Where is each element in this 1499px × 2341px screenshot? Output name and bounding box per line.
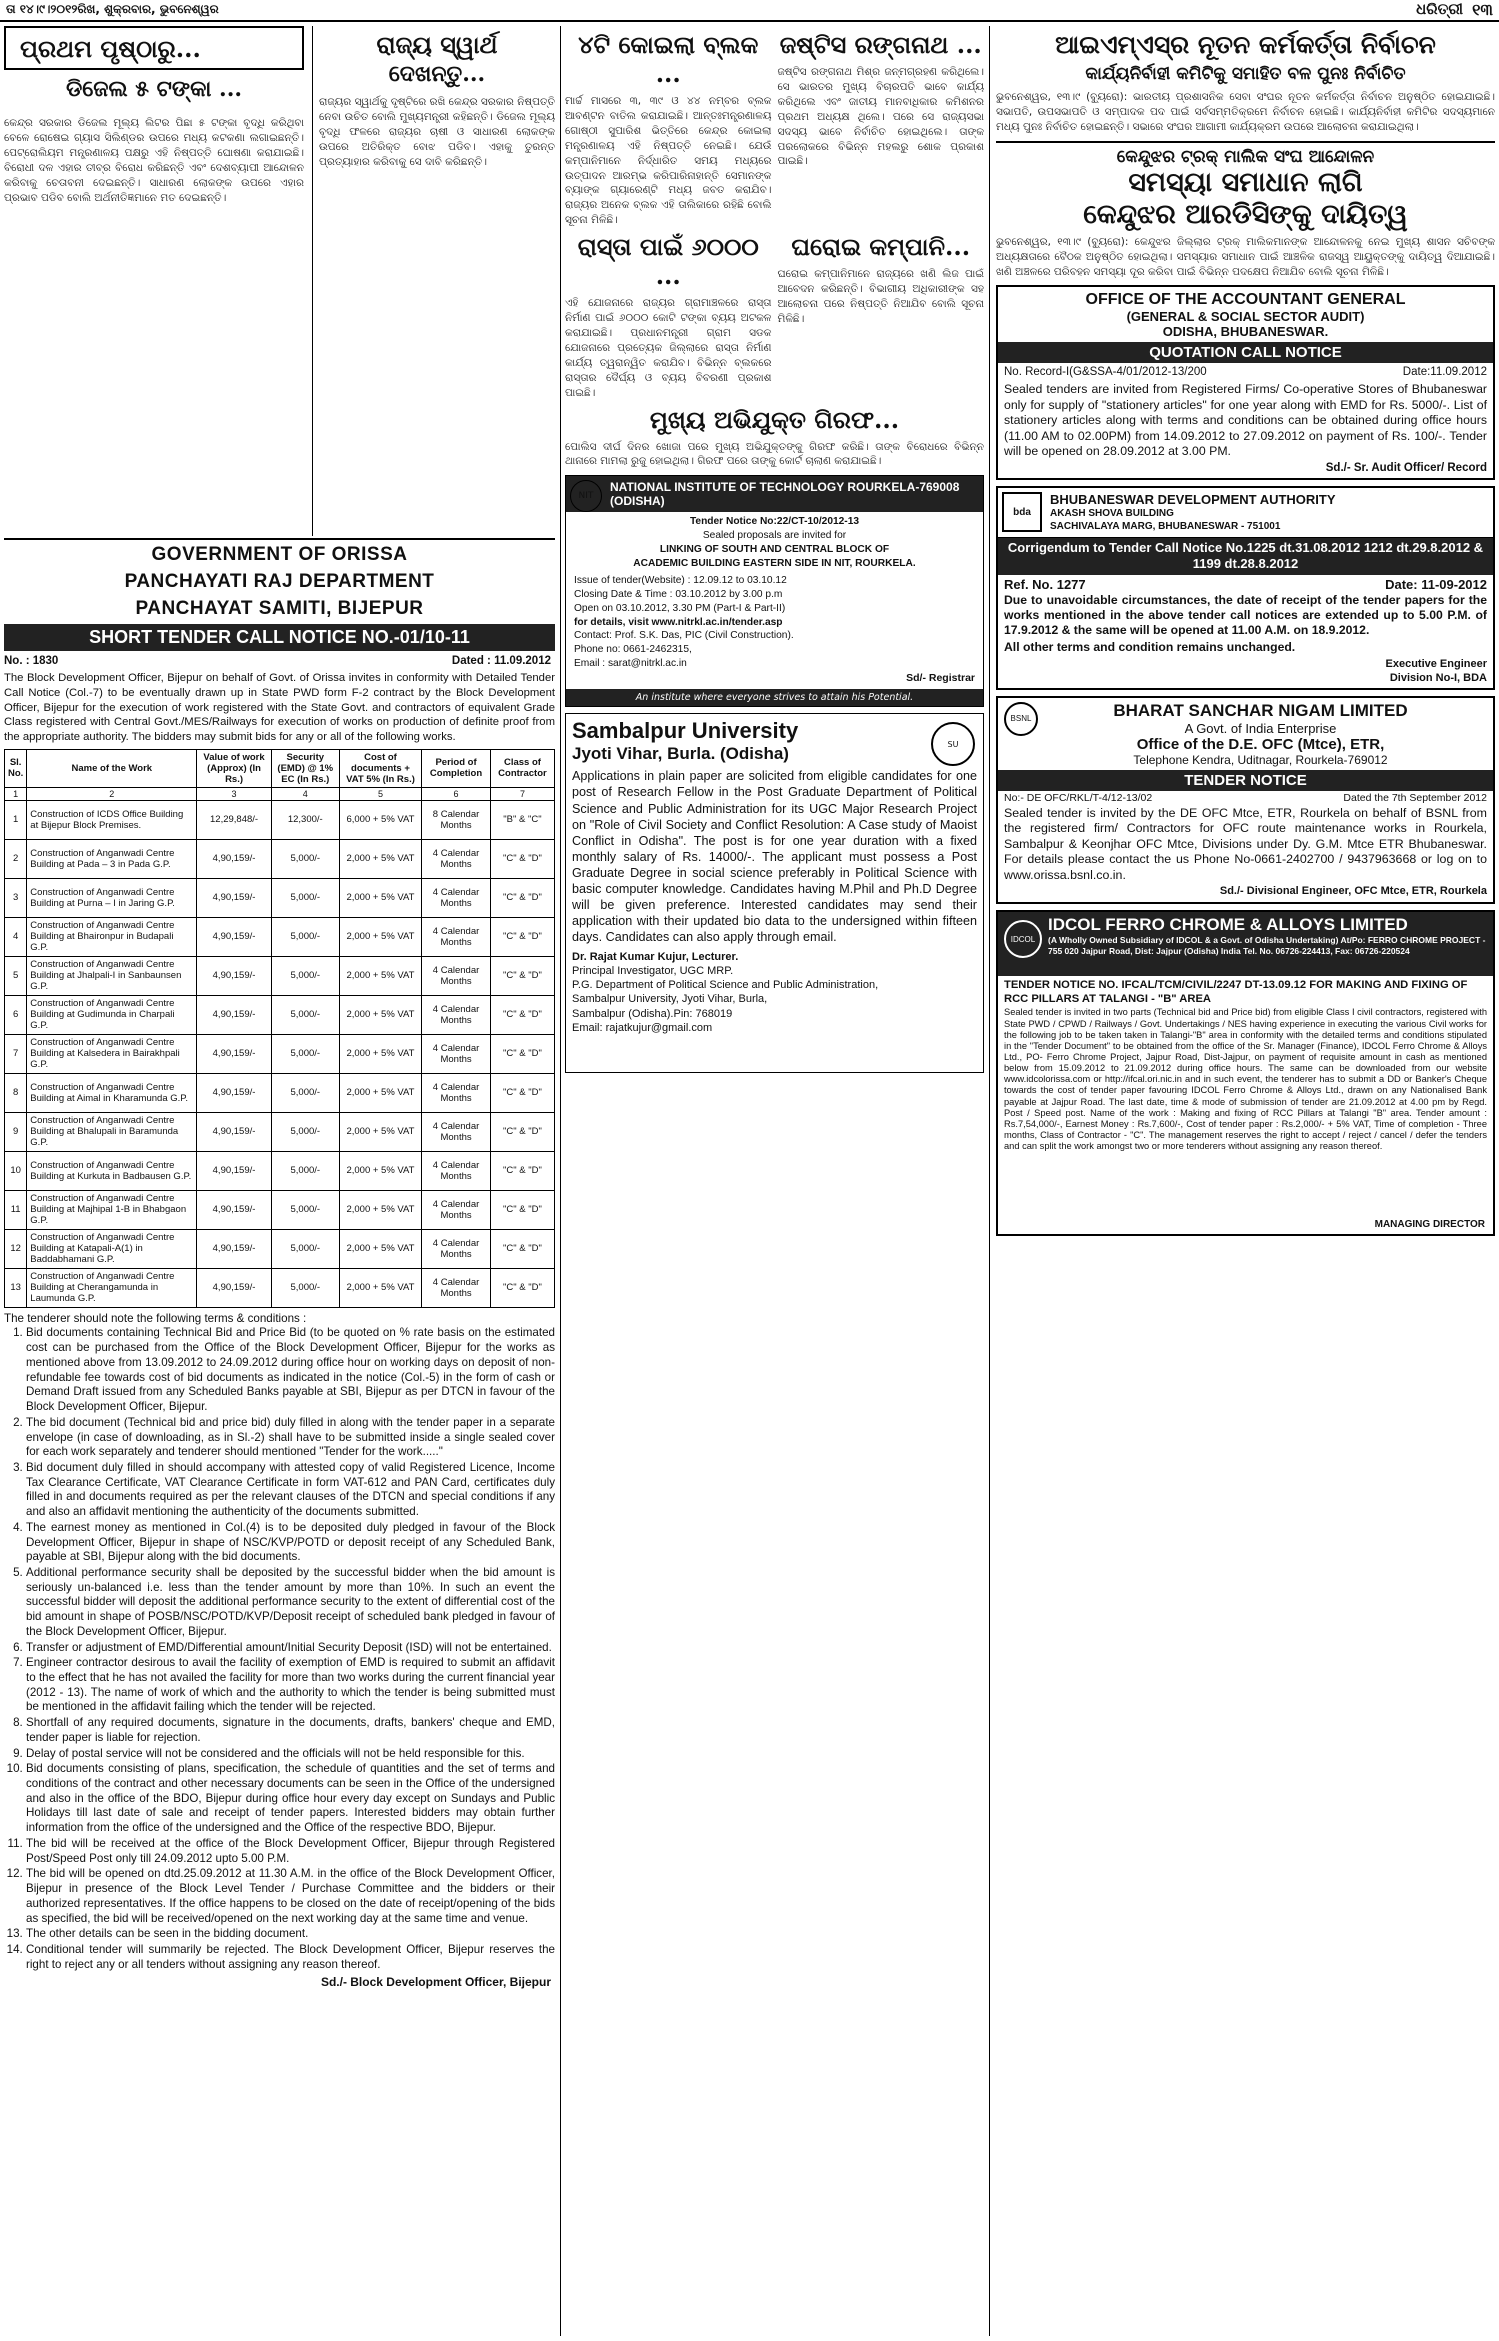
works-cell-period: 4 Calendar Months [422, 1073, 491, 1112]
works-cell-sl: 10 [5, 1151, 27, 1190]
bsnl-date: Dated the 7th September 2012 [1343, 791, 1487, 804]
nit-title: NATIONAL INSTITUTE OF TECHNOLOGY ROURKELA-769008 (ODISHA) [566, 476, 983, 512]
works-cell-cost: 2,000 + 5% VAT [339, 1151, 421, 1190]
works-column-number: 5 [339, 787, 421, 800]
diesel-story [4, 116, 304, 536]
ag-signoff: Sd./- Sr. Audit Officer/ Record [1325, 462, 1487, 475]
bsnl-enterprise: A Govt. of India Enterprise [1184, 720, 1337, 736]
tender-signoff: Sd./- Block Development Officer, Bijepur [320, 1975, 551, 1990]
list-item: 14. Conditional tender will summarily be rejected. The Block Development Officer, Bijepur reserves the right to reject any or all tenders without assigning any reason thereof. [26, 1943, 555, 1972]
sambalpur-sig-pin: Sambalpur (Odisha).Pin: 768019 [572, 1007, 733, 1020]
works-cell-name: Construction of Anganwadi Centre Building at Cherangamunda in Laumunda G.P. [27, 1268, 197, 1307]
works-col-header: Cost of documents + VAT 5% (In Rs.) [339, 749, 421, 787]
pratham-box [4, 26, 304, 70]
nit-notice-no: Tender Notice No:22/CT-10/2012-13 [689, 516, 860, 528]
road-story [565, 228, 772, 400]
tender-dated: Dated : 11.09.2012 [451, 655, 551, 668]
works-cell-period: 4 Calendar Months [422, 1112, 491, 1151]
table-row [5, 1034, 555, 1073]
works-cell-emd: 5,000/- [271, 839, 339, 878]
works-cell-sl: 6 [5, 995, 27, 1034]
sambalpur-body: Applications in plain paper are solicited from eligible candidates for one post of Research Fellow in the Post Graduate Department of Political Science and Public Administration for its UGC Major Research Project on "Role of Civil Society and Conflict Resolution: A Case study of Maoist Conflict in Odisha". The post is for one year duration with a fixed monthly salary of Rs. 14000/-. The applicant must possess a Post Graduate Degree in social science preferably in Political Science with basic computer knowledge. Candidates having M.Phil and Ph.D Degree will be given preference. Interested candidates may send their application with their updated bio data to the undersigned within fifteen days. Candidates can also apply through email. [572, 769, 977, 945]
accountant-general-ad [996, 285, 1495, 480]
list-item: 12. The bid will be opened on dtd.25.09.2012 at 11.30 A.M. in the office of the Block Development Officer, Bijepur in presence of the Block Level Tender / Purchase Committee and the bidders or their authorized representatives. If the office happens to be closed on the date of receipt/opening of the bids as specified, the bid will be received/opened on the next working day at the same time and venue. [26, 1867, 555, 1926]
works-cell-sl: 5 [5, 956, 27, 995]
works-cell-cost: 6,000 + 5% VAT [339, 800, 421, 839]
works-cell-emd: 5,000/- [271, 1034, 339, 1073]
idcol-logo-icon: IDCOL [1004, 920, 1042, 958]
table-row [5, 1112, 555, 1151]
works-cell-period: 4 Calendar Months [422, 1229, 491, 1268]
sambalpur-sig-dept: P.G. Department of Political Science and Public Administration, [572, 979, 879, 992]
works-cell-cost: 2,000 + 5% VAT [339, 995, 421, 1034]
conditions-list [4, 1326, 555, 1972]
works-cell-class: "C" & "D" [490, 1112, 554, 1151]
works-column-number: 6 [422, 787, 491, 800]
nit-closing: Closing Date & Time : 03.10.2012 by 3.00 p.m [574, 589, 783, 601]
tender-gov-line: GOVERNMENT OF ORISSA [151, 544, 408, 565]
works-cell-value: 4,90,159/- [197, 995, 272, 1034]
works-column-number: 2 [27, 787, 197, 800]
nit-email[interactable]: Email : sarat@nitrkl.ac.in [574, 657, 687, 669]
tender-no: No. : 1830 [4, 655, 59, 668]
bsnl-tender-ad [996, 696, 1495, 905]
conditions-intro: The tenderer should note the following terms & conditions : [4, 1311, 307, 1325]
bda-header [998, 488, 1493, 538]
bda-sig-division: Division No-I, BDA [1389, 672, 1487, 685]
ag-title: OFFICE OF THE ACCOUNTANT GENERAL [1085, 291, 1406, 309]
works-col-header: Sl. No. [5, 749, 27, 787]
works-cell-cost: 2,000 + 5% VAT [339, 1268, 421, 1307]
works-cell-period: 4 Calendar Months [422, 1268, 491, 1307]
works-col-header: Value of work (Approx) (In Rs.) [197, 749, 272, 787]
tender-intro: The Block Development Officer, Bijepur on behalf of Govt. of Orissa invites in conformity with Detailed Tender Call Notice (Col.-7) to be eventually drawn up in State PWD form F-2 contract by the Block Development Officer, Bijepur for the execution of work registered with the State Govt. and contractors of equivalent Grade Class registered with Central Govt./MES/Railways for execution of works on production of definite proof from the appropriate authority. The bidders may submit bids for any or all of the following works. [4, 672, 555, 744]
works-cell-value: 4,90,159/- [197, 1112, 272, 1151]
justice-headline: ଜଷ୍ଟିସ ରଙ୍ଗନାଥ ... [779, 30, 982, 59]
works-cell-name: Construction of Anganwadi Centre Building at Bhaironpur in Budapali G.P. [27, 917, 197, 956]
coal-story [565, 26, 772, 228]
column-middle [560, 26, 984, 2336]
works-cell-value: 4,90,159/- [197, 878, 272, 917]
tender-ref-line [4, 655, 555, 671]
justice-body: ଜଷ୍ଟିସ ରଙ୍ଗନାଥ ମିଶ୍ର ଜନ୍ମଗ୍ରହଣ କରିଥିଲେ। ସେ ଭାରତର ମୁଖ୍ୟ ବିଚାରପତି ଭାବେ କାର୍ଯ୍ୟ କରିଥିଲେ ଏବଂ ଜାତୀୟ ମାନବାଧିକାର କମିଶନର ପ୍ରଥମ ଅଧ୍ୟକ୍ଷ ଥିଲେ। ପରେ ସେ ରାଜ୍ୟସଭା ସଦସ୍ୟ ଭାବେ ନିର୍ବାଚିତ ହୋଇଥିଲେ। ତାଙ୍କ ପରଲୋକରେ ବିଭିନ୍ନ ମହଲରୁ ଶୋକ ପ୍ରକାଶ ପାଇଛି। [777, 66, 984, 168]
works-cell-emd: 5,000/- [271, 995, 339, 1034]
works-table-header [5, 749, 555, 787]
works-cell-cost: 2,000 + 5% VAT [339, 1112, 421, 1151]
column-right [989, 26, 1495, 2336]
works-cell-name: Construction of Anganwadi Centre Building at Purna – I in Jaring G.P. [27, 878, 197, 917]
table-row [5, 1268, 555, 1307]
nit-line2: LINKING OF SOUTH AND CENTRAL BLOCK OF [659, 543, 890, 555]
works-col-header: Period of Completion [422, 749, 491, 787]
rajya-headline-2: ଦେଖନ୍ତୁ... [388, 61, 486, 87]
ag-location: ODISHA, BHUBANESWAR. [1162, 324, 1329, 340]
works-cell-sl: 13 [5, 1268, 27, 1307]
works-cell-sl: 11 [5, 1190, 27, 1229]
table-row [5, 917, 555, 956]
works-cell-name: Construction of Anganwadi Centre Building at Majhipal 1-B in Bhabgaon G.P. [27, 1190, 197, 1229]
ghara-body: ଘରୋଇ କମ୍ପାନିମାନେ ରାଜ୍ୟରେ ଖଣି ଲିଜ ପାଇଁ ଆବେଦନ କରିଛନ୍ତି। ବିଭାଗୀୟ ଅଧିକାରୀଙ୍କ ସହ ଆଲୋଚନା ପରେ ନିଷ୍ପତ୍ତି ନିଆଯିବ ବୋଲି ସୂଚନା ମିଳିଛି। [777, 268, 984, 325]
list-item: 9. Delay of postal service will not be considered and the officials will not be held responsible for this. [26, 1747, 555, 1762]
bsnl-ref-line [998, 791, 1493, 806]
accused-body: ପୋଲିସ ଦୀର୍ଘ ଦିନର ଖୋଜା ପରେ ମୁଖ୍ୟ ଅଭିଯୁକ୍ତଙ୍କୁ ଗିରଫ କରିଛି। ତାଙ୍କ ବିରୋଧରେ ବିଭିନ୍ନ ଥାନାରେ ମାମଲା ରୁଜୁ ହୋଇଥିଲା। ଗିରଫ ପରେ ତାଙ୍କୁ କୋର୍ଟ ଚାଲାଣ କରାଯାଇଛି। [565, 440, 984, 468]
ghara-story [778, 228, 985, 400]
works-cell-sl: 2 [5, 839, 27, 878]
works-cell-cost: 2,000 + 5% VAT [339, 839, 421, 878]
works-cell-emd: 12,300/- [271, 800, 339, 839]
works-cell-value: 4,90,159/- [197, 1151, 272, 1190]
nit-open: Open on 03.10.2012, 3.30 PM (Part-I & Part-II) [574, 602, 786, 614]
works-cell-period: 4 Calendar Months [422, 956, 491, 995]
table-row [5, 1151, 555, 1190]
bsnl-ref: No:- DE OFC/RKL/T-4/12-13/02 [1004, 791, 1153, 804]
table-row [5, 956, 555, 995]
road-ghara-row [565, 228, 984, 400]
truck-headline-2: କେନ୍ଦୁଝର ଆରଡିସିଙ୍କୁ ଦାୟିତ୍ୱ [1083, 198, 1408, 230]
works-cell-class: "B" & "C" [490, 800, 554, 839]
diesel-headline: ଡିଜେଲ ୫ ଟଙ୍କା ... [65, 76, 243, 102]
works-column-number: 1 [5, 787, 27, 800]
sambalpur-signature [572, 950, 977, 1036]
coal-body: ମାର୍ଚ୍ଚ ମାସରେ ୩, ୩୯ ଓ ୪୪ ନମ୍ବର ବ୍ଲକ ଆବଣ୍ଟନ ବାତିଲ କରାଯାଇଛି। ଆନ୍ତଃମନ୍ତ୍ରଣାଳୟ ଗୋଷ୍ଠୀ ସୁପାରିଶ ଭିତ୍ତିରେ କେନ୍ଦ୍ର କୋଇଲା ମନ୍ତ୍ରଣାଳୟ ଏହି ନିଷ୍ପତ୍ତି ନେଇଛି। ଯେଉଁ କମ୍ପାନିମାନେ ନିର୍ଦ୍ଧାରିତ ସମୟ ମଧ୍ୟରେ ଉତ୍ପାଦନ ଆରମ୍ଭ କରିପାରିନାହାନ୍ତି ସେମାନଙ୍କ ବ୍ୟାଙ୍କ ଗ୍ୟାରେଣ୍ଟି ମଧ୍ୟ ଜବତ କରାଯିବ। ରାଜ୍ୟର ଅନେକ ବ୍ଲକ ଏହି ତାଲିକାରେ ରହିଛି ବୋଲି ସୂଚନା ମିଳିଛି। [565, 95, 772, 227]
works-cell-sl: 7 [5, 1034, 27, 1073]
nit-contact: Contact: Prof. S.K. Das, PIC (Civil Construction). [574, 630, 794, 642]
idcol-tender-ad [996, 910, 1495, 1236]
works-cell-class: "C" & "D" [490, 1268, 554, 1307]
road-body: ଏହି ଯୋଜନାରେ ରାଜ୍ୟର ଗ୍ରାମାଞ୍ଚଳରେ ରାସ୍ତା ନିର୍ମାଣ ପାଇଁ ୬୦୦୦ କୋଟି ଟଙ୍କା ବ୍ୟୟ ଅଟକଳ କରାଯାଇଛି। ପ୍ରଧାନମନ୍ତ୍ରୀ ଗ୍ରାମ ସଡକ ଯୋଜନାରେ ପ୍ରତ୍ୟେକ ଜିଲ୍ଲାରେ ରାସ୍ତା ନିର୍ମାଣ କାର୍ଯ୍ୟ ତ୍ୱରାନ୍ୱିତ କରାଯିବ। ବିଭିନ୍ନ ବ୍ଲକରେ ରାସ୍ତାର ଦୈର୍ଘ୍ୟ ଓ ବ୍ୟୟ ବିବରଣୀ ପ୍ରକାଶ ପାଇଛି। [565, 297, 772, 399]
truck-kicker: କେନ୍ଦୁଝର ଟ୍ରକ୍ ମାଲିକ ସଂଘ ଆନ୍ଦୋଳନ [996, 141, 1495, 167]
sambalpur-sig-role: Principal Investigator, UGC MRP. [572, 964, 734, 977]
nit-logo-icon: NIT [570, 480, 602, 512]
works-cell-period: 4 Calendar Months [422, 1151, 491, 1190]
works-cell-value: 4,90,159/- [197, 1190, 272, 1229]
list-item: 5. Additional performance security shall be deposited by the successful bidder when the bid amount is seriously un-balanced i.e. less than the tender amount by more than 10%. In such an event the successful bidder will deposit the additional performance security to the extent of differential cost of the bid amount in shape of POSB/NSC/POTD/KVP/Deposit receipt of scheduled bank pledged in favour of the Block Development Officer, Bijepur. [26, 1566, 555, 1640]
works-cell-sl: 1 [5, 800, 27, 839]
works-cell-name: Construction of Anganwadi Centre Building at Bhalupali in Baramunda G.P. [27, 1112, 197, 1151]
bsnl-body: Sealed tender is invited by the DE OFC Mtce, ETR, Rourkela on behalf of BSNL from the registered firm/ Contractors for OFC route maintenance works in Rourkela, Sambalpur & Keonjhar OFC Mtce, Divisions under Dy. G.M. Mtce ETR Bhubaneswar. For details please contact the us Phone No-0661-2402700 / 9437963668 or log on to www.orissa.bsnl.co.in. [1004, 805, 1487, 882]
list-item: 2. The bid document (Technical bid and price bid) duly filled in along with the tender paper in a separate envelope (in case of downloading, as in Sl.-2) shall have to be submitted inside a single sealed cover for each work separately and tenderer should mentioned "Tender for the work....." [26, 1416, 555, 1460]
works-cell-name: Construction of Anganwadi Centre Building at Kurkuta in Badbausen G.P. [27, 1151, 197, 1190]
works-cell-class: "C" & "D" [490, 995, 554, 1034]
works-cell-cost: 2,000 + 5% VAT [339, 956, 421, 995]
works-column-number: 3 [197, 787, 272, 800]
list-item: 10. Bid documents consisting of plans, specification, the schedule of quantities and the set of terms and conditions of the contract and other necessary documents can be seen in the Office of the undersigned and also in the office of the BDO, Bijepur during office hour every day except on Sundays and Public Holidays till last date of sale and receipt of tender papers. Interested bidders may obtain further information from the office of the undersigned and the Office of the respective BDO, Bijepur. [26, 1762, 555, 1836]
idcol-tender-no: TENDER NOTICE NO. IFCAL/TCM/CIVIL/2247 DT-13.09.12 FOR MAKING AND FIXING OF RCC PILLARS AT TALANGI - "B" AREA [1004, 979, 1468, 1005]
sambalpur-title: Sambalpur University [572, 718, 799, 744]
ag-subtitle: (GENERAL & SOCIAL SECTOR AUDIT) [1126, 309, 1365, 325]
works-cell-class: "C" & "D" [490, 1073, 554, 1112]
works-cell-name: Construction of Anganwadi Centre Building at Jhalpali-I in Sanbaunsen G.P. [27, 956, 197, 995]
works-cell-value: 4,90,159/- [197, 956, 272, 995]
ag-date: Date:11.09.2012 [1402, 366, 1487, 379]
diesel-body: କେନ୍ଦ୍ର ସରକାର ଡିଜେଲ ମୂଲ୍ୟ ଲିଟର ପିଛା ୫ ଟଙ୍କା ବୃଦ୍ଧି କରିଥିବା ବେଳେ ରୋଷେଇ ଗ୍ୟାସ ସିଲିଣ୍ଡର ଉପରେ ମଧ୍ୟ କଟକଣା ଲଗାଇଛନ୍ତି। ପେଟ୍ରୋଲିୟମ ମନ୍ତ୍ରଣାଳୟ ପକ୍ଷରୁ ଏହି ନିଷ୍ପତ୍ତି ଘୋଷଣା କରାଯାଇଛି। ବିରୋଧୀ ଦଳ ଏହାର ତୀବ୍ର ବିରୋଧ କରିଛନ୍ତି ଏବଂ ଦେଶବ୍ୟାପୀ ଆନ୍ଦୋଳନ କରିବାକୁ ଚେତାବନୀ ଦେଇଛନ୍ତି। ସାଧାରଣ ଲୋକଙ୍କ ଉପରେ ଏହାର ପ୍ରଭାବ ପଡିବ ବୋଲି ଅର୍ଥନୀତିଜ୍ଞମାନେ ମତ ଦେଇଛନ୍ତି। [4, 117, 304, 204]
works-cell-name: Construction of Anganwadi Centre Building at Kalsedera in Bairakhpali G.P. [27, 1034, 197, 1073]
bda-address: SACHIVALAYA MARG, BHUBANESWAR - 751001 [1050, 521, 1281, 533]
works-cell-emd: 5,000/- [271, 1151, 339, 1190]
works-cell-value: 4,90,159/- [197, 839, 272, 878]
works-cell-class: "C" & "D" [490, 839, 554, 878]
nit-line1: Sealed proposals are invited for [702, 530, 847, 542]
list-item: 7. Engineer contractor desirous to avail the facility of exemption of EMD is required to submit an affidavit to the effect that he has not availed the facility for more than two works during the current financial year (2012 - 13). The name of work of which and the authority to which the tender is being submitted must be mentioned in the affidavit failing which the tender will be rejected. [26, 1656, 555, 1715]
works-cell-period: 4 Calendar Months [422, 839, 491, 878]
works-cell-value: 4,90,159/- [197, 917, 272, 956]
ag-notice-bar: QUOTATION CALL NOTICE [998, 342, 1493, 363]
tender-conditions [4, 1312, 555, 1973]
sambalpur-university-ad [565, 713, 984, 1073]
idcol-signoff: MANAGING DIRECTOR [1374, 1219, 1485, 1231]
paper-name: ଧରିତ୍ରୀ [1416, 0, 1463, 18]
sambalpur-sig-univ: Sambalpur University, Jyoti Vihar, Burla, [572, 993, 768, 1006]
nit-phone: Phone no: 0661-2462315, [574, 644, 692, 656]
page-header [0, 0, 1499, 22]
works-col-header: Name of the Work [27, 749, 197, 787]
bsnl-notice-bar: TENDER NOTICE [998, 770, 1493, 791]
ag-body: Sealed tenders are invited from Registered Firms/ Co-operative Stores of Bhubaneswar only for supply of "stationery articles" for one year along with EMD for Rs. 5000/-. List of stationery articles along with terms and conditions can be obtained during office hours (11.00 AM to 02.00PM) from 14.09.2012 to 27.09.2012 on payment of Rs. 100/-. Tender will be opened on 28.09.2012 at 3.00 PM. [1004, 382, 1487, 458]
rajya-body: ରାଜ୍ୟର ସ୍ୱାର୍ଥକୁ ଦୃଷ୍ଟିରେ ରଖି କେନ୍ଦ୍ର ସରକାର ନିଷ୍ପତ୍ତି ନେବା ଉଚିତ ବୋଲି ମୁଖ୍ୟମନ୍ତ୍ରୀ କହିଛନ୍ତି। ଡିଜେଲ ମୂଲ୍ୟ ବୃଦ୍ଧି ଫଳରେ ରାଜ୍ୟର ଚାଷୀ ଓ ସାଧାରଣ ଲୋକଙ୍କ ଉପରେ ଅତିରିକ୍ତ ବୋଝ ପଡିବ। ଏହାକୁ ତୁରନ୍ତ ପ୍ରତ୍ୟାହାର କରିବାକୁ ସେ ଦାବି କରିଛନ୍ତି। [319, 96, 555, 168]
works-cell-period: 4 Calendar Months [422, 995, 491, 1034]
works-cell-value: 12,29,848/- [197, 800, 272, 839]
sambalpur-address: Jyoti Vihar, Burla. (Odisha) [572, 744, 789, 764]
idcol-body: Sealed tender is invited in two parts (Technical bid and Price bid) from eligible Class I civil contractors, registered with State PWD / CPWD / Railways / Govt. Undertakings / NES having experience in executing the various Civil works for the following job to be taken taken in Talangi-"B" area in conformity with the detailed terms and conditions stipulated in the "Tender Document" to be obtained from the office of the Sr. Manager (Finance), IDCOL Ferro Chrome & Alloys Ltd., PO- Ferro Chrome Project, Jajpur Road, Dist-Jajpur, on payment of requisite amount in cash as mentioned below from 15.09.2012 to 21.09.2012 during office hours. The same can be downloaded from our website www.idcolorissa.com or http://ifcal.ori.nic.in and in such event, the tenderer has to submit a DD or Banker's Cheque towards the cost of tender paper favouring IDCOL Ferro Chrome & Alloys Ltd., drawn on any Nationalised Bank payable at Jajpur Road. The last date, time & mode of submission of tender are 21.09.2012 at 4.00 pm by Regd. Post / Speed post. Name of the work : Making and fixing of RCC Pillars at Talangi "B" area. Tender amount : Rs.7,54,000/-, Earnest Money : Rs.7,600/-, Cost of tender paper : Rs.2,000/- + 5% VAT, Time of completion - Three months, Class of Contractor - "C". The management reserves the right to accept / reject / cancel / defer the tenders and can split the work amongst two or more tenderers without assigning any reason thereof. [1004, 1007, 1487, 1152]
works-cell-name: Construction of Anganwadi Centre Building at Pada – 3 in Pada G.P. [27, 839, 197, 878]
works-cell-value: 4,90,159/- [197, 1034, 272, 1073]
works-cell-emd: 5,000/- [271, 1229, 339, 1268]
table-row [5, 1190, 555, 1229]
list-item: 3. Bid document duly filled in should accompany with attested copy of valid Registered Licence, Income Tax Clearance Certificate, VAT Clearance Certificate in form VAT-612 and PAN Card, certificates duly filled in and documents required as per the relevant clauses of the DTCN and special conditions if any and also an affidavit mentioning the authenticity of the documents submitted. [26, 1461, 555, 1520]
bda-sig-role: Executive Engineer [1385, 658, 1487, 671]
bda-building: AKASH SHOVA BUILDING [1050, 508, 1174, 520]
orissa-tender-notice [4, 538, 555, 2336]
justice-story [778, 26, 985, 228]
list-item: 13. The other details can be seen in the bidding document. [26, 1927, 555, 1942]
bda-body-2: All other terms and condition remains unchanged. [1004, 640, 1296, 655]
rajya-headline-1: ରାଜ୍ୟ ସ୍ୱାର୍ଥ [376, 30, 498, 59]
bda-corrigendum-ad [996, 486, 1495, 690]
bda-ref-line [998, 575, 1493, 593]
works-cell-period: 8 Calendar Months [422, 800, 491, 839]
page-number: ୧୩ [1472, 0, 1493, 19]
works-column-number-row [5, 787, 555, 800]
bda-date: Date: 11-09-2012 [1385, 576, 1487, 592]
works-cell-class: "C" & "D" [490, 878, 554, 917]
coal-justice-row [565, 26, 984, 228]
works-col-header: Class of Contractor [490, 749, 554, 787]
table-row [5, 839, 555, 878]
list-item: 4. The earnest money as mentioned in Col.(4) is to be deposited duly pledged in favour of the Block Development Officer, Bijepur in shape of NSC/KVP/POTD or deposit receipt of any Scheduled Bank, payable at SBI, Bijepur along with the bid documents. [26, 1521, 555, 1565]
works-cell-name: Construction of Anganwadi Centre Building at Katapali-A(1) in Baddabhamani G.P. [27, 1229, 197, 1268]
list-item: 1. Bid documents containing Technical Bid and Price Bid (to be quoted on % rate basis on the estimated cost can be purchased from the Office of the Block Development Officer, Bijepur for the works as mentioned above from 13.09.2012 to 24.09.2012 during office hour on working days on deposit of non-refundable fee towards cost of bid documents as indicated in the notice (Col.-5) in the form of cash or Demand Draft issued from any Scheduled Banks payable at SBI, Bijepur as per DTCN in favour of the Block Development Officer, Bijepur. [26, 1326, 555, 1414]
works-cell-period: 4 Calendar Months [422, 1034, 491, 1073]
works-cell-emd: 5,000/- [271, 1073, 339, 1112]
works-cell-class: "C" & "D" [490, 1151, 554, 1190]
works-cell-value: 4,90,159/- [197, 1073, 272, 1112]
nit-line3: ACADEMIC BUILDING EASTERN SIDE IN NIT, ROURKELA. [633, 557, 916, 569]
bda-ref: Ref. No. 1277 [1004, 576, 1086, 592]
coal-headline: ୪ଟି କୋଇଲା ବ୍ଲକ ... [578, 30, 759, 88]
works-cell-class: "C" & "D" [490, 917, 554, 956]
works-cell-period: 4 Calendar Months [422, 878, 491, 917]
truck-headline-1: ସମସ୍ୟା ସମାଧାନ ଲାଗି [1128, 166, 1363, 198]
column-left [4, 26, 555, 2336]
ghara-headline: ଘରୋଇ କମ୍ପାନି... [791, 232, 971, 262]
bsnl-address: Telephone Kendra, Uditnagar, Rourkela-769012 [1133, 752, 1388, 767]
works-cell-name: Construction of Anganwadi Centre Building at Gudimunda in Charpali G.P. [27, 995, 197, 1034]
works-cell-class: "C" & "D" [490, 1190, 554, 1229]
works-cell-cost: 2,000 + 5% VAT [339, 1229, 421, 1268]
works-cell-class: "C" & "D" [490, 1229, 554, 1268]
bsnl-signoff: Sd./- Divisional Engineer, OFC Mtce, ETR, Rourkela [1219, 885, 1487, 898]
nit-details-link[interactable]: for details, visit www.nitrkl.ac.in/tender.asp [574, 616, 783, 628]
university-emblem-icon: SU [931, 722, 975, 766]
table-row [5, 878, 555, 917]
nit-tagline: An institute where everyone strives to attain his Potential. [566, 689, 983, 706]
nit-tender-ad [565, 475, 984, 707]
idcol-header [998, 912, 1493, 976]
works-cell-period: 4 Calendar Months [422, 1190, 491, 1229]
works-cell-name: Construction of Anganwadi Centre Building at Aimal in Kharamunda G.P. [27, 1073, 197, 1112]
idcol-name: IDCOL FERRO CHROME & ALLOYS LIMITED [1048, 915, 1408, 935]
works-cell-sl: 9 [5, 1112, 27, 1151]
accused-story [565, 405, 984, 470]
truck-body: ଭୁବନେଶ୍ୱର, ୧୩।୯ (ବ୍ୟୁରୋ): କେନ୍ଦୁଝର ଜିଲ୍ଲାର ଟ୍ରକ୍ ମାଲିକମାନଙ୍କ ଆନ୍ଦୋଳନକୁ ନେଇ ମୁଖ୍ୟ ଶାସନ ସଚିବଙ୍କ ଅଧ୍ୟକ୍ଷତାରେ ବୈଠକ ଅନୁଷ୍ଠିତ ହୋଇଥିଲା। ସମସ୍ୟାର ସମାଧାନ ପାଇଁ ଆଞ୍ଚଳିକ ରାଜସ୍ୱ ଆୟୁକ୍ତଙ୍କୁ ଦାୟିତ୍ୱ ଦିଆଯାଇଛି। ଖଣି ଅଞ୍ଚଳରେ ପରିବହନ ସମସ୍ୟା ଦୂର କରିବା ପାଇଁ ବିଭିନ୍ନ ପଦକ୍ଷେପ ନିଆଯିବ ବୋଲି ସୂଚନା ମିଳିଛି। [996, 235, 1495, 278]
nit-issue: Issue of tender(Website) : 12.09.12 to 03.10.12 [574, 575, 787, 587]
works-cell-class: "C" & "D" [490, 956, 554, 995]
works-column-number: 7 [490, 787, 554, 800]
works-cell-cost: 2,000 + 5% VAT [339, 878, 421, 917]
tender-dept-line: PANCHAYATI RAJ DEPARTMENT [124, 570, 435, 592]
front-page-continuation [4, 26, 555, 556]
table-row [5, 995, 555, 1034]
works-cell-sl: 4 [5, 917, 27, 956]
ims-headline: ଆଇଏମ୍‌ଏସ୍‌ର ନୂତନ କର୍ମକର୍ତ୍ତା ନିର୍ବାଚନ [1055, 30, 1436, 59]
tender-notice-title: SHORT TENDER CALL NOTICE NO.-01/10-11 [4, 624, 555, 651]
works-cell-sl: 8 [5, 1073, 27, 1112]
works-column-number: 4 [271, 787, 339, 800]
accused-headline: ମୁଖ୍ୟ ଅଭିଯୁକ୍ତ ଗିରଫ... [649, 404, 900, 434]
works-cell-name: Construction of ICDS Office Building at Bijepur Block Premises. [27, 800, 197, 839]
issue-date: ତା ୧୪।୯।୨୦୧୨ରିଖ, ଶୁକ୍ରବାର, ଭୁବନେଶ୍ୱର [6, 2, 219, 16]
works-cell-value: 4,90,159/- [197, 1229, 272, 1268]
works-cell-emd: 5,000/- [271, 1112, 339, 1151]
sambalpur-sig-email[interactable]: Email: rajatkujur@gmail.com [572, 1022, 713, 1034]
works-cell-value: 4,90,159/- [197, 1268, 272, 1307]
works-cell-period: 4 Calendar Months [422, 917, 491, 956]
works-cell-emd: 5,000/- [271, 878, 339, 917]
bda-logo-icon: bda [1002, 492, 1042, 532]
table-row [5, 1073, 555, 1112]
works-cell-emd: 5,000/- [271, 956, 339, 995]
works-table-body [5, 787, 555, 1307]
bda-signoff [998, 656, 1493, 688]
list-item: 11. The bid will be received at the office of the Block Development Officer, Bijepur through Registered Post/Speed Post only till 24.09.2012 upto 5.00 P.M. [26, 1837, 555, 1866]
works-cell-sl: 3 [5, 878, 27, 917]
works-cell-emd: 5,000/- [271, 1268, 339, 1307]
ag-ref-line [1004, 366, 1487, 382]
works-cell-class: "C" & "D" [490, 1034, 554, 1073]
list-item: 8. Shortfall of any required documents, signature in the documents, drafts, bankers' cheque and EMD, tender paper is liable for rejection. [26, 1716, 555, 1745]
works-cell-sl: 12 [5, 1229, 27, 1268]
bda-corrigendum-bar: Corrigendum to Tender Call Notice No.1225 dt.31.08.2012 1212 dt.29.8.2012 & 1199 dt.28.8.2012 [998, 538, 1493, 575]
works-table [4, 749, 555, 1308]
ims-body: ଭୁବନେଶ୍ୱର, ୧୩।୯ (ବ୍ୟୁରୋ): ଭାରତୀୟ ପ୍ରଶାସନିକ ସେବା ସଂଘର ନୂତନ କର୍ମକର୍ତ୍ତା ନିର୍ବାଚନ ଅନୁଷ୍ଠିତ ହୋଇଯାଇଛି। ସଭାପତି, ଉପସଭାପତି ଓ ସମ୍ପାଦକ ପଦ ପାଇଁ ସର୍ବସମ୍ମତିକ୍ରମେ ନିର୍ବାଚନ ହୋଇଛି। କାର୍ଯ୍ୟନିର୍ବାହୀ କମିଟିର ସଦସ୍ୟମାନେ ମଧ୍ୟ ପୁନଃ ନିର୍ବାଚିତ ହୋଇଛନ୍ତି। ସଭାରେ ସଂଘର ଆଗାମୀ କାର୍ଯ୍ୟକ୍ରମ ଉପରେ ଆଲୋଚନା କରାଯାଇଥିଲା। [996, 91, 1495, 133]
bda-body: Due to unavoidable circumstances, the date of receipt of the tender papers for the works mentioned in the above tender call notices are extended up to 5.00 P.M. of 17.9.2012 & the same will be opened at 11.00 A.M. on 18.9.2012. [1004, 592, 1487, 638]
works-cell-cost: 2,000 + 5% VAT [339, 1190, 421, 1229]
works-cell-emd: 5,000/- [271, 1190, 339, 1229]
rajya-story [312, 26, 555, 536]
list-item: 6. Transfer or adjustment of EMD/Differential amount/Initial Security Deposit (ISD) will not be entertained. [26, 1641, 555, 1656]
ag-ref: No. Record-I(G&SSA-4/01/2012-13/200 [1004, 366, 1207, 379]
bsnl-logo-icon: BSNL [1004, 702, 1038, 736]
bsnl-name: BHARAT SANCHAR NIGAM LIMITED [1113, 700, 1408, 720]
works-cell-emd: 5,000/- [271, 917, 339, 956]
table-row [5, 800, 555, 839]
works-cell-cost: 2,000 + 5% VAT [339, 1073, 421, 1112]
bda-name: BHUBANESWAR DEVELOPMENT AUTHORITY [1050, 492, 1336, 508]
works-cell-cost: 2,000 + 5% VAT [339, 917, 421, 956]
road-headline: ରାସ୍ତା ପାଇଁ ୬୦୦୦ ... [577, 232, 759, 291]
works-col-header: Security (EMD) @ 1% EC (In Rs.) [271, 749, 339, 787]
bsnl-office: Office of the D.E. OFC (Mtce), ETR, [1136, 735, 1385, 753]
nit-signoff: Sd/- Registrar [906, 672, 975, 685]
idcol-address: (A Wholly Owned Subsidiary of IDCOL & a Govt. of Odisha Undertaking) At/Po: FERRO CHROME PROJECT - 755 020 Jajpur Road, Dist: Jajpur (Odisha) India Tel. No. 06726-224413, Fax: 06726-220524 [1048, 935, 1486, 956]
table-row [5, 1229, 555, 1268]
ims-subheadline: କାର୍ଯ୍ୟନିର୍ବାହୀ କମିଟିକୁ ସମାହିତ ବଳ ପୁନଃ ନିର୍ବାଚିତ [1085, 64, 1406, 84]
sambalpur-sig-name: Dr. Rajat Kumar Kujur, Lecturer. [572, 950, 739, 963]
tender-samiti-line: PANCHAYAT SAMITI, BIJEPUR [135, 597, 424, 619]
pratham-title: ପ୍ରଥମ ପୃଷ୍ଠାରୁ... [20, 34, 201, 63]
works-cell-cost: 2,000 + 5% VAT [339, 1034, 421, 1073]
